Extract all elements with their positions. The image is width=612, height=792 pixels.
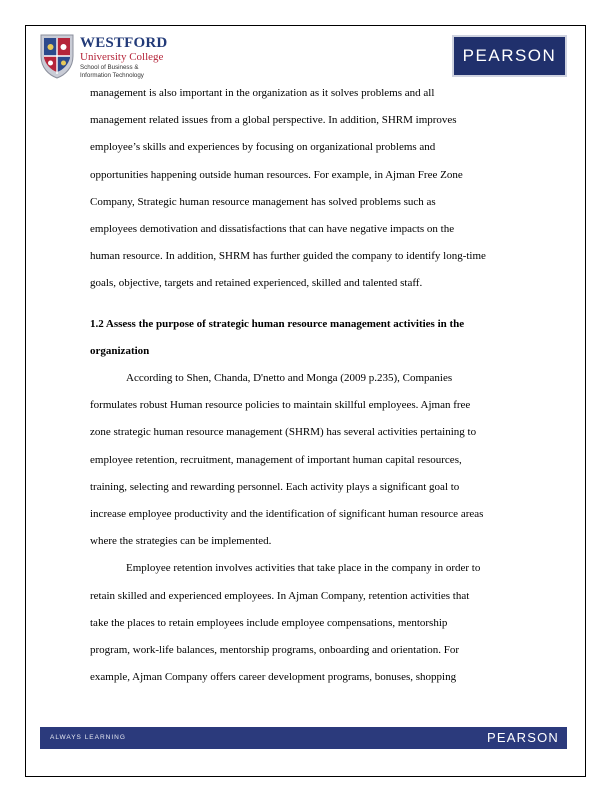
text-line: Employee retention involves activities that take place in the company in order to (126, 562, 481, 575)
heading-line: organization (90, 344, 150, 357)
text-line: increase employee productivity and the identification of significant human resource areas (90, 508, 484, 521)
text-line: employee retention, recruitment, management of important human capital resources, (90, 453, 462, 466)
text-line: Company, Strategic human resource management has solved problems such as (90, 195, 436, 208)
text-line: where the strategies can be implemented. (90, 535, 272, 548)
section-heading (90, 311, 530, 365)
text-line: management related issues from a global perspective. In addition, SHRM improves (90, 114, 457, 127)
text-line: zone strategic human resource management (SHRM) has several activities pertaining to (90, 426, 477, 439)
text-line: employee’s skills and experiences by focusing on organizational problems and (90, 141, 436, 154)
school-line-2: Information Technology (80, 72, 144, 79)
text-line: formulates robust Human resource policies to maintain skillful employees. Ajman free (90, 399, 471, 412)
text-line: human resource. In addition, SHRM has further guided the company to identify long-time (90, 250, 486, 263)
university-subtitle: University College (80, 51, 164, 63)
school-line-1: School of Business & (80, 64, 139, 71)
heading-line: 1.2 Assess the purpose of strategic human resource management activities in the (90, 317, 465, 330)
text-line: example, Ajman Company offers career development programs, bonuses, shopping (90, 671, 457, 684)
text-line: employees demotivation and dissatisfactions that can have negative impacts on the (90, 223, 455, 236)
text-line: opportunities happening outside human resources. For example, in Ajman Free Zone (90, 168, 463, 181)
pearson-header-text: PEARSON (462, 46, 557, 65)
paragraph-intro (90, 80, 530, 298)
footer-bar (40, 727, 567, 749)
text-line: retain skilled and experienced employees. In Ajman Company, retention activities that (90, 589, 470, 602)
footer-pearson-logo: PEARSON (487, 730, 559, 745)
text-line: management is also important in the organization as it solves problems and all (90, 87, 435, 99)
footer-tagline: ALWAYS LEARNING (50, 734, 126, 741)
westford-crest-icon (38, 32, 76, 80)
paragraph-retention (90, 555, 530, 691)
university-name: WESTFORD (80, 35, 168, 51)
text-line: According to Shen, Chanda, D'netto and Monga (2009 p.235), Companies (126, 372, 453, 385)
pearson-header-logo (452, 35, 567, 77)
document-body (90, 80, 530, 691)
text-line: program, work-life balances, mentorship programs, onboarding and orientation. For (90, 644, 460, 657)
paragraph-shen (90, 365, 530, 555)
text-line: take the places to retain employees include employee compensations, mentorship (90, 616, 448, 629)
text-line: training, selecting and rewarding personnel. Each activity plays a significant goal to (90, 480, 460, 493)
westford-logo (38, 32, 168, 84)
text-line: goals, objective, targets and retained experienced, skilled and talented staff. (90, 277, 423, 290)
